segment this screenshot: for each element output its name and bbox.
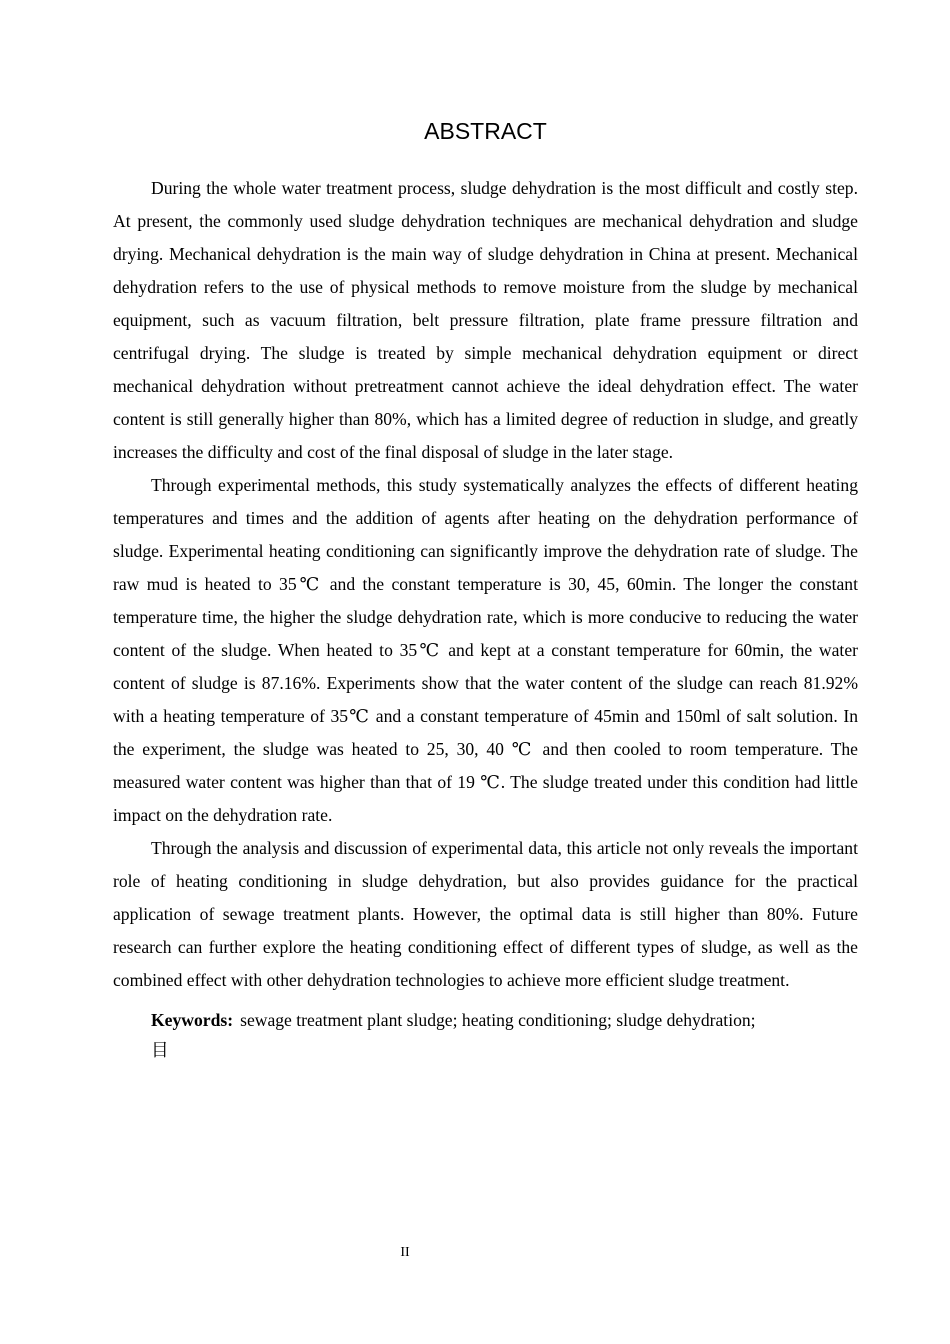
abstract-body xyxy=(113,172,858,1065)
abstract-paragraph-3: Through the analysis and discussion of experimental data, this article not only reveals the important role of heating conditioning in sludge dehydration, but also provides guidance for the practical application of sewage treatment plants. However, the optimal data is still higher than 80%. Future research can further explore the heating conditioning effect of different types of sludge, as well as the combined effect with other dehydration technologies to achieve more efficient sludge treatment. xyxy=(113,838,858,990)
abstract-title: ABSTRACT xyxy=(424,118,547,144)
keywords-text: sewage treatment plant sludge; heating conditioning; sludge dehydration; xyxy=(240,1010,756,1030)
stray-character: 目 xyxy=(151,1040,169,1060)
abstract-paragraph-1: During the whole water treatment process, sludge dehydration is the most difficult and costly step. At present, the commonly used sludge dehydration techniques are mechanical dehydration and sludge drying. Mechanical dehydration is the main way of sludge dehydration in China at present. Mechanical dehydration refers to the use of physical methods to remove moisture from the sludge by mechanical equipment, such as vacuum filtration, belt pressure filtration, plate frame pressure filtration and centrifugal drying. The sludge is treated by simple mechanical dehydration equipment or direct mechanical dehydration without pretreatment cannot achieve the ideal dehydration effect. The water content is still generally higher than 80%, which has a limited degree of reduction in sludge, and greatly increases the difficulty and cost of the final disposal of sludge in the later stage. xyxy=(113,178,858,462)
page-number: II xyxy=(400,1245,410,1260)
keywords-line xyxy=(151,1004,858,1037)
abstract-paragraph-2: Through experimental methods, this study systematically analyzes the effects of different heating temperatures and times and the addition of agents after heating on the dehydration performance of sludge. Experimental heating conditioning can significantly improve the dehydration rate of sludge. The raw mud is heated to 35℃ and the constant temperature is 30, 45, 60min. The longer the constant temperature time, the higher the sludge dehydration rate, which is more conducive to reducing the water content of the sludge. When heated to 35℃ and kept at a constant temperature for 60min, the water content of sludge is 87.16%. Experiments show that the water content of the sludge can reach 81.92% with a heating temperature of 35℃ and a constant temperature of 45min and 150ml of salt solution. In the experiment, the sludge was heated to 25, 30, 40 ℃ and then cooled to room temperature. The measured water content was higher than that of 19 ℃. The sludge treated under this condition had little impact on the dehydration rate. xyxy=(113,475,858,825)
keywords-label: Keywords: xyxy=(151,1010,234,1030)
